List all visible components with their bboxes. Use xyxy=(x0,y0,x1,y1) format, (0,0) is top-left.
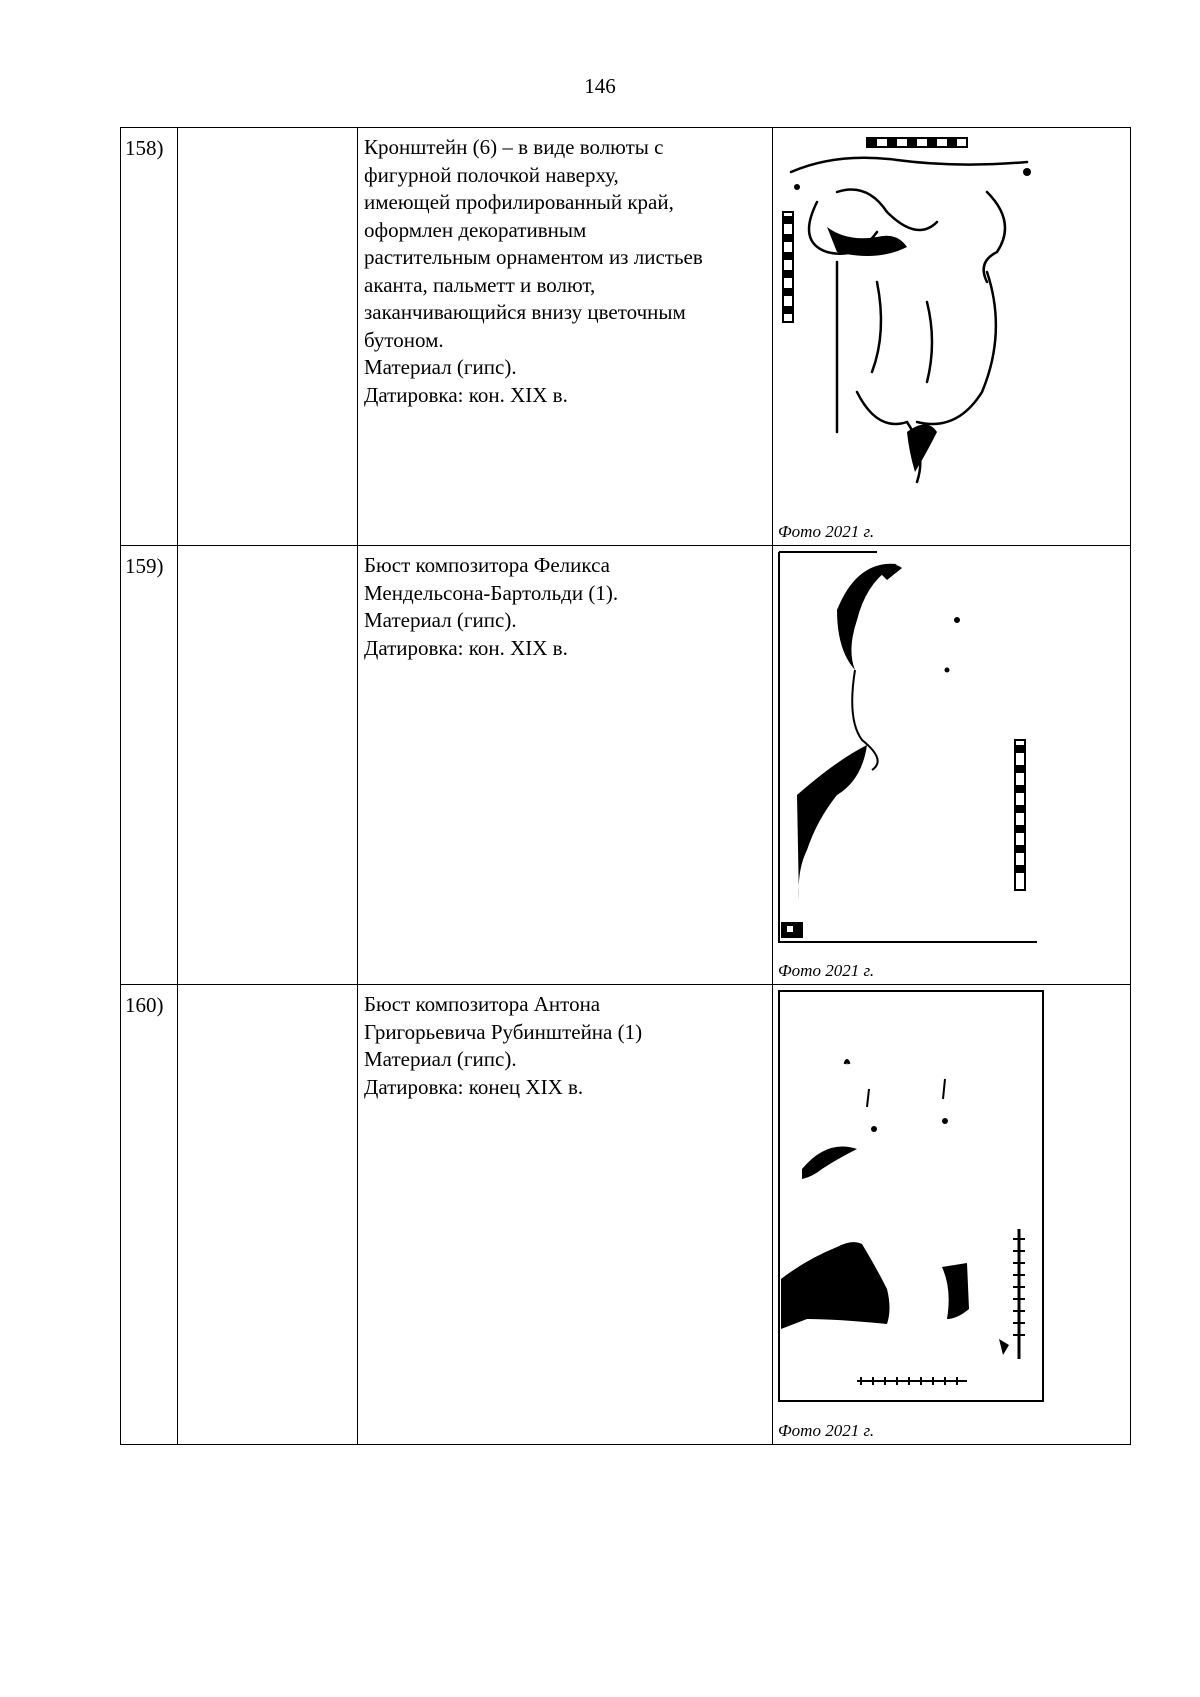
empty-cell xyxy=(178,985,358,1445)
description-line: бутоном. xyxy=(364,327,444,352)
description-line: Кронштейн (6) – в виде волюты с xyxy=(364,135,664,159)
empty-cell xyxy=(178,546,358,985)
entry-description xyxy=(358,546,773,985)
table-row xyxy=(121,985,1131,1445)
description-line: Бюст композитора Антона xyxy=(364,992,601,1016)
table-row xyxy=(121,546,1131,985)
photo-cell xyxy=(773,128,1131,546)
description-line: Материал (гипс). xyxy=(364,608,517,632)
entry-number: 158) xyxy=(121,128,178,546)
description-line: имеющей профилированный край, xyxy=(364,190,674,214)
scale-bar-horizontal xyxy=(867,138,967,147)
photo-cell xyxy=(773,985,1131,1445)
description-line: Датировка: кон. XIX в. xyxy=(364,635,568,660)
photo-caption: Фото 2021 г. xyxy=(778,1421,875,1440)
description-line: заканчивающийся внизу цветочным xyxy=(364,300,686,324)
description-line: оформлен декоративным xyxy=(364,217,587,242)
scale-bar-vertical xyxy=(999,1229,1025,1359)
entry-number: 160) xyxy=(121,985,178,1445)
mendelssohn-bust-photo xyxy=(777,550,1047,945)
table-row xyxy=(121,128,1131,546)
bracket-photo xyxy=(777,132,1047,492)
photo-caption: Фото 2021 г. xyxy=(778,961,875,980)
scale-bar-vertical xyxy=(783,212,793,322)
scale-bar-horizontal xyxy=(781,922,803,938)
description-line: фигурной полочкой наверху, xyxy=(364,162,619,187)
description-line: Григорьевича Рубинштейна (1) xyxy=(364,1019,643,1044)
page-number: 146 xyxy=(584,74,616,98)
entry-description xyxy=(358,985,773,1445)
rubinstein-bust-photo xyxy=(777,989,1047,1404)
photo-caption: Фото 2021 г. xyxy=(778,522,875,541)
photo-cell xyxy=(773,546,1131,985)
description-line: Датировка: кон. XIX в. xyxy=(364,382,568,407)
description-line: Материал (гипс). xyxy=(364,355,517,379)
entry-description xyxy=(358,128,773,546)
description-line: аканта, пальметт и волют, xyxy=(364,272,596,297)
scale-bar-vertical xyxy=(1015,740,1025,890)
entry-number: 159) xyxy=(121,546,178,985)
description-line: Датировка: конец XIX в. xyxy=(364,1074,584,1099)
description-line: Бюст композитора Феликса xyxy=(364,553,610,577)
description-line: Материал (гипс). xyxy=(364,1047,517,1071)
empty-cell xyxy=(178,128,358,546)
description-line: Мендельсона-Бартольди (1). xyxy=(364,580,619,605)
description-line: растительным орнаментом из листьев xyxy=(364,245,703,269)
scale-bar-horizontal xyxy=(857,1377,967,1385)
catalog-table xyxy=(120,127,1131,1445)
